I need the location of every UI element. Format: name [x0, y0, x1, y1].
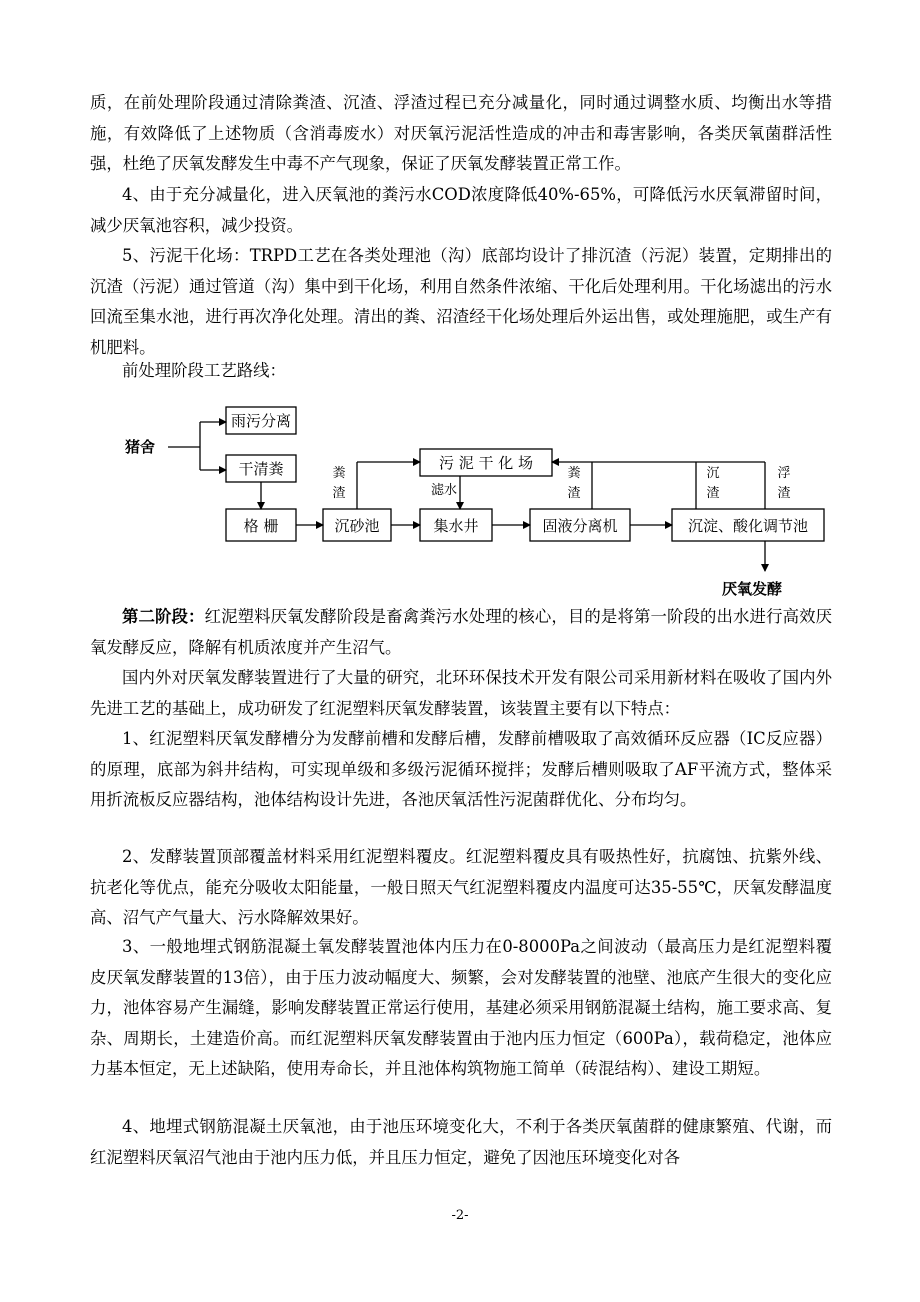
label-dung-2b: 渣 [567, 486, 581, 501]
paragraph-intro: 质，在前处理阶段通过清除粪渣、沉渣、浮渣过程已充分减量化，同时通过调整水质、均衡出水等措施，有效降低了上述物质（含消毒废水）对厌氧污泥活性造成的冲击和毒害影响，各类厌氧菌群活性强，杜绝了厌氧发酵发生中毒不产气现象，保证了厌氧发酵装置正常工作。 [90, 93, 832, 173]
paragraph-feature-4: 4、地埋式钢筋混凝土厌氧池，由于池压环境变化大，不利于各类厌氧菌群的健康繁殖、代谢，而红泥塑料厌氧沼气池由于池内压力低，并且压力恒定，避免了因池压环境变化对各 [90, 1117, 832, 1167]
route-label: 前处理阶段工艺路线： [122, 361, 286, 380]
text-grille: 格 栅 [243, 517, 279, 535]
text-sump: 集水井 [433, 517, 479, 535]
paragraph-stage-2 [90, 602, 832, 663]
label-float-b: 渣 [777, 486, 791, 501]
text-source: 猪舍 [124, 438, 156, 456]
stage-2-body: 红泥塑料厌氧发酵阶段是畜禽粪污水处理的核心，目的是将第一阶段的出水进行高效厌氧发酵反应，降解有机质浓度并产生沼气。 [90, 607, 833, 657]
label-sediment-a: 沉 [706, 466, 720, 481]
paragraph-feature-2: 2、发酵装置顶部覆盖材料采用红泥塑料覆皮。红泥塑料覆皮具有吸热性好，抗腐蚀、抗紫外线、抗老化等优点，能充分吸收太阳能量，一般日照天气红泥塑料覆皮内温度可达35-55℃，厌氧发酵温度高、沼气产气量大、污水降解效果好。 [90, 847, 832, 927]
page-number: -2- [451, 1208, 469, 1223]
label-sediment-b: 渣 [706, 486, 720, 501]
process-flow-diagram [0, 0, 920, 610]
stage-2-heading: 第二阶段： [122, 607, 205, 626]
paragraph-research: 国内外对厌氧发酵装置进行了大量的研究，北环环保技术开发有限公司采用新材料在吸收了国内外先进工艺的基础上，成功研发了红泥塑料厌氧发酵装置，该装置主要有以下特点： [90, 668, 832, 718]
label-float-a: 浮 [777, 466, 791, 481]
label-dung-1b: 渣 [332, 486, 346, 501]
label-filtrate: 滤水 [430, 483, 458, 498]
text-dry-clean: 干清粪 [238, 460, 284, 478]
text-grit-chamber: 沉砂池 [334, 517, 380, 535]
text-sludge-drying: 污 泥 干 化 场 [438, 454, 534, 472]
text-rain-separation: 雨污分离 [230, 412, 292, 430]
label-dung-1a: 粪 [332, 466, 346, 481]
label-dung-2a: 粪 [567, 466, 581, 481]
paragraph-point-4: 4、由于充分减量化，进入厌氧池的粪污水COD浓度降低40%-65%，可降低污水厌氧滞留时间，减少厌氧池容积，减少投资。 [90, 185, 832, 235]
paragraph-feature-3: 3、一般地埋式钢筋混凝土氧发酵装置池体内压力在0-8000Pa之间波动（最高压力是红泥塑料覆皮厌氧发酵装置的13倍），由于压力波动幅度大、频繁，会对发酵装置的池壁、池底产生很大的变化应力，池体容易产生漏缝，影响发酵装置正常运行使用，基建必须采用钢筋混凝土结构，施工要求高、复杂、周期长，土建造价高。而红泥塑料厌氧发酵装置由于池内压力恒定（600Pa），载荷稳定，池体应力基本恒定，无上述缺陷，使用寿命长，并且池体构筑物施工简单（砖混结构）、建设工期短。 [90, 937, 832, 1078]
text-anaerobic: 厌氧发酵 [721, 580, 783, 598]
text-settling: 沉淀、酸化调节池 [687, 517, 809, 535]
text-separator: 固液分离机 [542, 517, 618, 535]
paragraph-feature-1: 1、红泥塑料厌氧发酵槽分为发酵前槽和发酵后槽，发酵前槽吸取了高效循环反应器（IC反应器）的原理，底部为斜井结构，可实现单级和多级污泥循环搅拌；发酵后槽则吸取了AF平流方式，整体采用折流板反应器结构，池体结构设计先进，各池厌氧活性污泥菌群优化、分布均匀。 [90, 729, 832, 809]
paragraph-point-5: 5、污泥干化场：TRPD工艺在各类处理池（沟）底部均设计了排沉渣（污泥）装置，定期排出的沉渣（污泥）通过管道（沟）集中到干化场，利用自然条件浓缩、干化后处理利用。干化场滤出的污水回流至集水池，进行再次净化处理。清出的粪、沼渣经干化场处理后外运出售，或处理施肥，或生产有机肥料。 [90, 246, 832, 357]
